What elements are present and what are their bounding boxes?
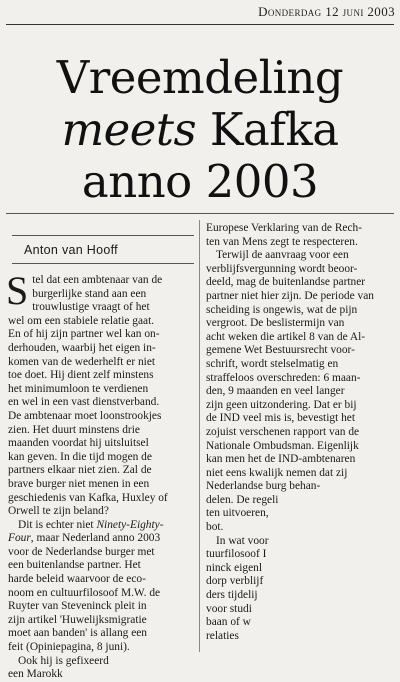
paragraph-left-1: tel dat een ambtenaar van de burgerlijke stand aan een trouwlustige vraagt of het wel om een stabiele relatie gaat. En of hij zijn partner wel kan on- derhouden, waarbij het eigen in- komen van de wederhelft er niet toe doet. Hij dient zelf minstens het minimumloon te verdienen en wel in een vast dienstverband. De ambtenaar moet loonstrookjes zien. Het duurt minstens drie maanden voordat hij uitsluitsel kan geven. In die tijd mogen de partners elkaar niet zien. Zal de brave burger niet menen in een geschiedenis van Kafka, Huxley of Orwell te zijn beland? (8, 274, 168, 518)
lead-paragraph-wrap (6, 268, 192, 519)
paragraph-right-3: In wat voor tuurfilosoof I ninck eigenl dorp verblijf ders tijdelij voor studi baan of w relaties (206, 534, 269, 642)
article-column-right (206, 222, 396, 643)
paragraph-left-2-start: Dit is echter niet (18, 518, 97, 531)
paragraph-left-2-rest: , maar Nederland anno 2003 voor de Nederlandse burger met een buitenlandse partner. Het harde beleid waarvoor de eco- noom en cultuurfilosoof M.W. de Ruyter van Steveninck pleit in zijn artikel 'Huwelijksmigratie moet aan banden' is allang een feit (Opiniepagina, 8 juni). (8, 532, 161, 654)
headline-rule (6, 213, 394, 214)
headline-line-3: anno 2003 (81, 155, 319, 208)
headline-italic-word: meets (61, 103, 197, 156)
byline: Anton van Hooff (12, 235, 194, 264)
book-title-italic: Ninety-Eighty- Four (8, 518, 164, 545)
paragraph-left-3: Ook hij is gefixeerd een Marokk (8, 654, 109, 681)
paragraph-right-1: Europese Verklaring van de Rech- ten van Mens zegt te respecteren. (206, 222, 363, 248)
paragraph-left-2 (8, 519, 192, 655)
header-rule (6, 24, 394, 25)
paragraph-right-2: Terwijl de aanvraag voor een verblijfsvergunning wordt beoor- deeld, mag de buitenlandse partner partner niet hier zijn. De periode van scheiding is ongewis, wat de pijn vergroot. De beslistermijn van acht weken die artikel 8 van de Al- gemene Wet Bestuursrecht voor- schrift, wordt stelselmatig en straffeloos overschreden: 6 maan- den, 9 maanden en veel langer zijn geen uitzondering. Dat er bij de IND veel mis is, bevestigt het zojuist verschenen rapport van de Nationale Ombudsman. Eigenlijk kan men het de IND-ambtenaren niet eens kwalijk nemen dat zij Nederlandse burg behan- delen. De regeli ten uitvoeren, bot. (206, 249, 374, 534)
headline-line-2 (0, 104, 400, 156)
drop-cap: S (6, 268, 29, 313)
dateline: Donderdag 12 juni 2003 (258, 4, 395, 19)
headline (0, 52, 400, 208)
article-column-left (8, 220, 192, 682)
column-divider (199, 220, 200, 652)
headline-line-2-rest: Kafka (196, 103, 339, 156)
headline-line-1: Vreemdeling (56, 51, 344, 104)
